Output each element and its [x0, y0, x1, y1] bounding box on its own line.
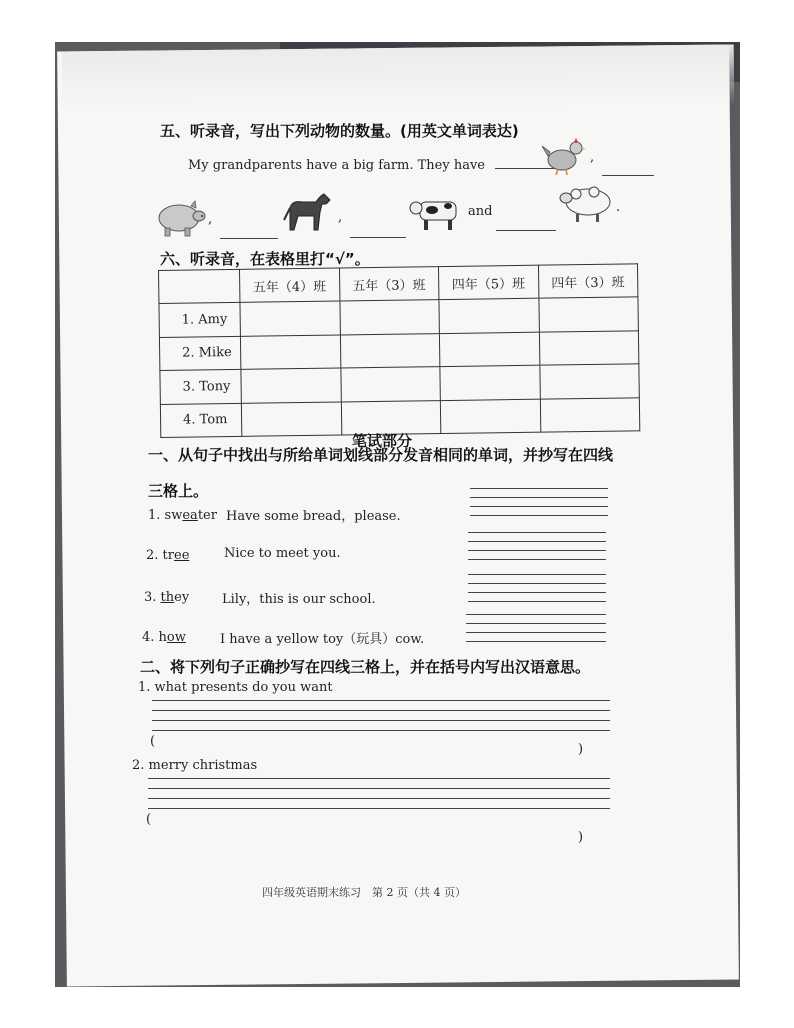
part1-item	[142, 630, 186, 645]
item-word	[165, 508, 217, 523]
tick-cell[interactable]	[340, 333, 440, 368]
word-underlined: ea	[182, 508, 198, 523]
word-underlined: ow	[166, 630, 186, 645]
part1-title-line1: 一、从句子中找出与所给单词划线部分发音相同的单词，并抄写在四线	[148, 446, 614, 464]
item-num: 1.	[138, 680, 151, 695]
answer-blank-sheep[interactable]	[496, 229, 556, 231]
cow-icon	[408, 194, 464, 232]
word-pre: sw	[164, 508, 183, 523]
page-footer: 四年级英语期末练习 第 2 页（共 4 页）	[262, 886, 466, 899]
part1-sentence: Lily，this is our school.	[222, 592, 376, 607]
four-line-grid[interactable]	[468, 532, 606, 564]
sheep-icon	[556, 184, 614, 224]
row-name-cell: 1. Amy	[159, 302, 240, 337]
tick-cell[interactable]	[440, 365, 540, 400]
table-col-header: 四年（5）班	[438, 265, 538, 299]
part2-title: 二、将下列句子正确抄写在四线三格上，并在括号内写出汉语意思。	[140, 658, 591, 676]
horse-icon	[280, 190, 334, 236]
item-num: 2.	[132, 758, 145, 773]
table-col-header: 五年（4）班	[239, 268, 339, 302]
and-word: and	[468, 204, 493, 219]
tick-cell[interactable]	[340, 367, 440, 402]
section5-title: 五、听录音，写出下列动物的数量。(用英文单词表达)	[160, 122, 519, 140]
tick-cell[interactable]	[241, 401, 341, 436]
tick-cell[interactable]	[538, 297, 638, 332]
pig-icon	[153, 196, 209, 240]
word-underlined: th	[160, 590, 175, 605]
table-corner-cell	[159, 269, 240, 303]
part1-sentence: Have some bread，please.	[226, 509, 401, 524]
paren-open: (	[146, 812, 152, 827]
blank-wrapper-4	[496, 216, 556, 235]
comma2: ,	[208, 212, 213, 227]
paren-close: )	[578, 742, 584, 757]
tick-cell[interactable]	[439, 332, 539, 367]
row-name-cell: 3. Tony	[160, 369, 241, 404]
class-table	[158, 263, 640, 438]
sentence-start: My grandparents have a big farm. They have	[188, 158, 486, 173]
row-name-cell: 2. Mike	[159, 336, 240, 371]
part1-sentence: Nice to meet you.	[224, 546, 341, 561]
tick-cell[interactable]	[339, 300, 439, 335]
paren-close: )	[578, 830, 584, 845]
part1-title-line2: 三格上。	[148, 482, 209, 500]
answer-blank-cow[interactable]	[350, 236, 406, 238]
chicken-icon	[540, 136, 588, 176]
tick-cell[interactable]	[240, 334, 340, 369]
tick-cell[interactable]	[439, 298, 539, 333]
part1-item	[144, 590, 189, 605]
blank-wrapper-3	[350, 223, 406, 242]
four-line-grid[interactable]	[470, 488, 608, 520]
item-word	[159, 630, 186, 645]
written-title: 笔试部分	[352, 432, 413, 450]
answer-blank-horse[interactable]	[220, 237, 278, 239]
four-line-grid[interactable]	[152, 700, 610, 734]
tick-cell[interactable]	[539, 364, 639, 399]
blank-wrapper-1	[602, 161, 654, 180]
word-post: ter	[197, 508, 217, 523]
part2-item	[138, 680, 333, 695]
table-col-header: 五年（3）班	[339, 267, 439, 301]
part1-item	[148, 508, 217, 523]
tick-cell[interactable]	[241, 368, 341, 403]
item-text: what presents do you want	[154, 680, 333, 695]
item-word	[163, 548, 190, 563]
row-name-cell: 4. Tom	[160, 403, 241, 438]
item-num: 1.	[148, 508, 161, 523]
item-num: 4.	[142, 630, 155, 645]
part2-item	[132, 758, 257, 773]
item-word	[161, 590, 190, 605]
section6-title: 六、听录音，在表格里打“√”。	[160, 250, 370, 268]
item-num: 2.	[146, 548, 159, 563]
blank-wrapper-2	[220, 224, 278, 243]
item-text: merry christmas	[148, 758, 258, 773]
tick-cell[interactable]	[440, 399, 540, 434]
word-underlined: ee	[174, 548, 190, 563]
word-post: ey	[174, 590, 190, 605]
item-num: 3.	[144, 590, 157, 605]
tick-cell[interactable]	[240, 301, 340, 336]
part1-sentence: I have a yellow toy（玩具）cow.	[220, 632, 425, 647]
comma3: ,	[338, 210, 343, 225]
four-line-grid[interactable]	[468, 574, 606, 606]
table-col-header: 四年（3）班	[538, 264, 638, 298]
answer-blank-pig[interactable]	[602, 174, 654, 176]
section5-sentence	[188, 158, 561, 173]
paper-shadow	[62, 44, 735, 111]
comma1: ,	[590, 150, 595, 165]
tick-cell[interactable]	[539, 330, 639, 365]
tick-cell[interactable]	[540, 397, 640, 432]
four-line-grid[interactable]	[148, 778, 610, 812]
four-line-grid[interactable]	[466, 614, 606, 646]
paren-open: (	[150, 734, 156, 749]
word-pre: h	[158, 630, 167, 645]
word-pre: tr	[162, 548, 174, 563]
part1-item	[146, 548, 189, 563]
period: .	[616, 200, 621, 215]
